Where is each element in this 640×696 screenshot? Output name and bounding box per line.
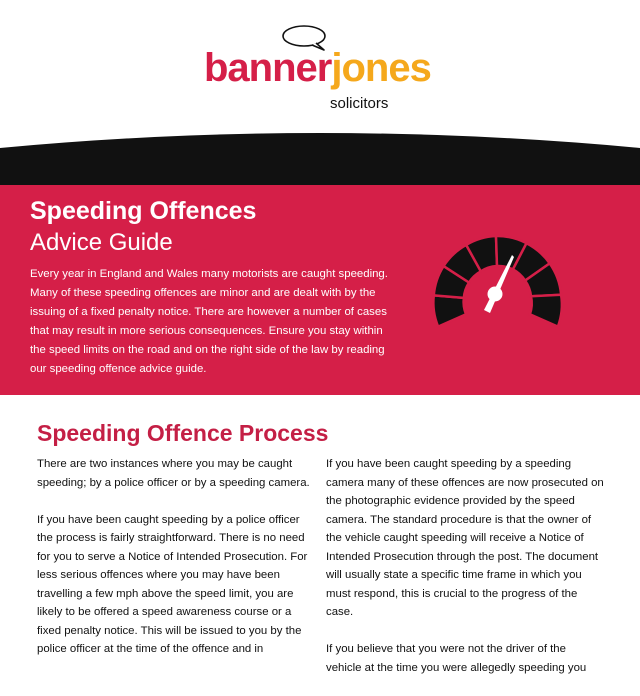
header	[0, 0, 640, 132]
right-column	[326, 455, 604, 696]
hero-banner	[0, 185, 640, 395]
paragraph: If you have been caught speeding by a police officer the process is fairly straightforward. There is no need for you to serve a Notice of Intended Prosecution. For less serious offences where you may have been travelling a few mph above the speed limit, you are likely to be offered a speed awareness course or a fixed penalty notice. This will be issued to you by the police officer at the time of the offence and in	[37, 513, 308, 655]
logo-jones: jones	[331, 46, 431, 90]
logo	[204, 48, 431, 88]
hero-title: Speeding Offences	[30, 197, 257, 225]
paragraph: If you believe that you were not the driver of the vehicle at the time you were allegedly speeding you	[326, 643, 587, 674]
hero-subtitle: Advice Guide	[30, 229, 173, 256]
logo-tagline: solicitors	[330, 95, 389, 112]
left-column	[37, 455, 315, 677]
speedometer-icon	[428, 231, 568, 341]
logo-banner: banner	[204, 46, 332, 90]
paragraph: There are two instances where you may be caught speeding; by a police officer or by a speeding camera.	[37, 458, 310, 489]
decorative-curve	[0, 120, 640, 190]
paragraph: If you have been caught speeding by a speeding camera many of these offences are now prosecuted on the photographic evidence provided by the speed camera. The standard procedure is that the owner of the vehicle caught speeding will receive a Notice of Intended Prosecution through the post. The document will usually state a specific time frame in which you must respond, this is crucial to the progress of the case.	[326, 458, 604, 618]
hero-intro: Every year in England and Wales many motorists are caught speeding. Many of these speeding offences are minor and are dealt with by the issuing of a fixed penalty notice. There are however a number of cases that may result in more serious consequences. Ensure you stay within the speed limits on the road and on the right side of the law by reading our speeding offence advice guide.	[30, 268, 388, 375]
section-title: Speeding Offence Process	[37, 420, 329, 446]
